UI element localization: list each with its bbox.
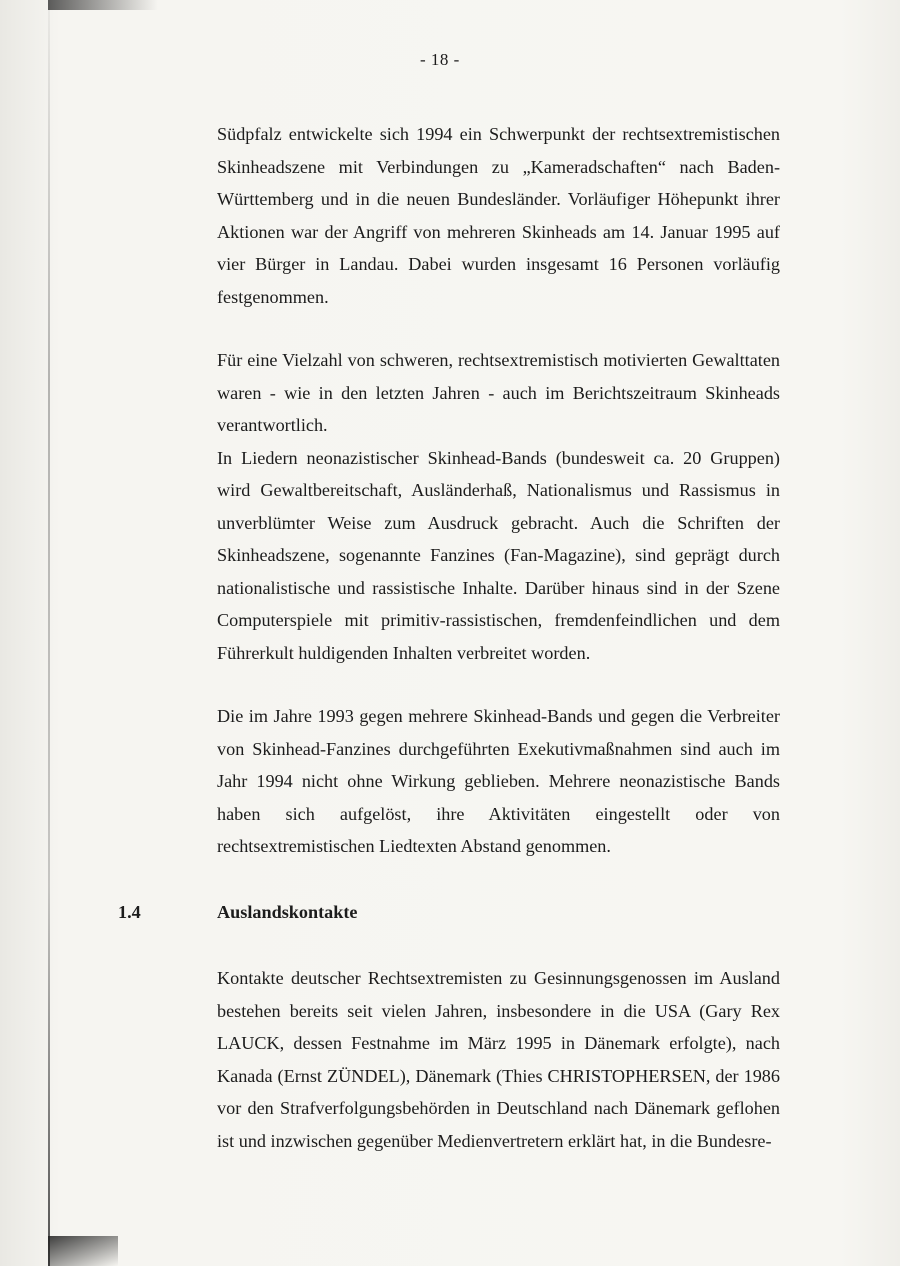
- scan-edge-bottom: [48, 1236, 118, 1266]
- paragraph-executive-measures: Die im Jahre 1993 gegen mehrere Skinhead-Bands und gegen die Verbreiter von Skinhead-Fanzines durchgeführten Exekutivmaßnahmen sind auch im Jahr 1994 nicht ohne Wirkung geblieben. Mehrere neonazistische Bands haben sich aufgelöst, ihre Aktivitäten eingestellt oder von rechtsextremistischen Liedtexten Abstand genommen.: [217, 706, 780, 856]
- paragraph-violent-acts: Für eine Vielzahl von schweren, rechtsextremistisch motivierten Gewalttaten waren - wie in den letzten Jahren - auch im Berichtszeitraum Skinheads verantwortlich.: [217, 350, 780, 435]
- paragraph-group-violence: [217, 344, 780, 669]
- paragraph-skinhead-suedpfalz: Südpfalz entwickelte sich 1994 ein Schwerpunkt der rechtsextremistischen Skinheadszene mit Verbindungen zu „Kameradschaften“ nach Baden-Württemberg und in die neuen Bundesländer. Vorläufiger Höhepunkt ihrer Aktionen war der Angriff von mehreren Skinheads am 14. Januar 1995 auf vier Bürger in Landau. Dabei wurden insgesamt 16 Personen vorläufig festgenommen.: [217, 124, 780, 307]
- scan-edge-left: [48, 0, 50, 1266]
- section-heading: Auslandskontakte: [217, 902, 358, 922]
- scan-edge-top: [48, 0, 158, 10]
- paragraph-foreign-contacts: Kontakte deutscher Rechtsextremisten zu Gesinnungsgenossen im Ausland bestehen bereits seit vielen Jahren, insbesondere in die USA (Gary Rex LAUCK, dessen Festnahme im März 1995 in Dänemark erfolgte), nach Kanada (Ernst ZÜNDEL), Dänemark (Thies CHRISTOPHERSEN, der 1986 vor den Strafverfolgungsbehörden in Deutschland nach Dänemark geflohen ist und inzwischen gegenüber Medienvertretern erklärt hat, in die Bundesre-: [217, 968, 780, 1151]
- page-number: - 18 -: [420, 50, 460, 69]
- section-number: 1.4: [118, 902, 141, 922]
- paragraph-skinhead-bands: In Liedern neonazistischer Skinhead-Bands (bundesweit ca. 20 Gruppen) wird Gewaltbereitschaft, Ausländerhaß, Nationalismus und Rassismus in unverblümter Weise zum Ausdruck gebracht. Auch die Schriften der Skinheadszene, sogenannte Fanzines (Fan-Magazine), sind geprägt durch nationalistische und rassistische Inhalte. Darüber hinaus sind in der Szene Computerspiele mit primitiv-rassistischen, fremdenfeindlichen und dem Führerkult huldigenden Inhalten verbreitet worden.: [217, 447, 780, 663]
